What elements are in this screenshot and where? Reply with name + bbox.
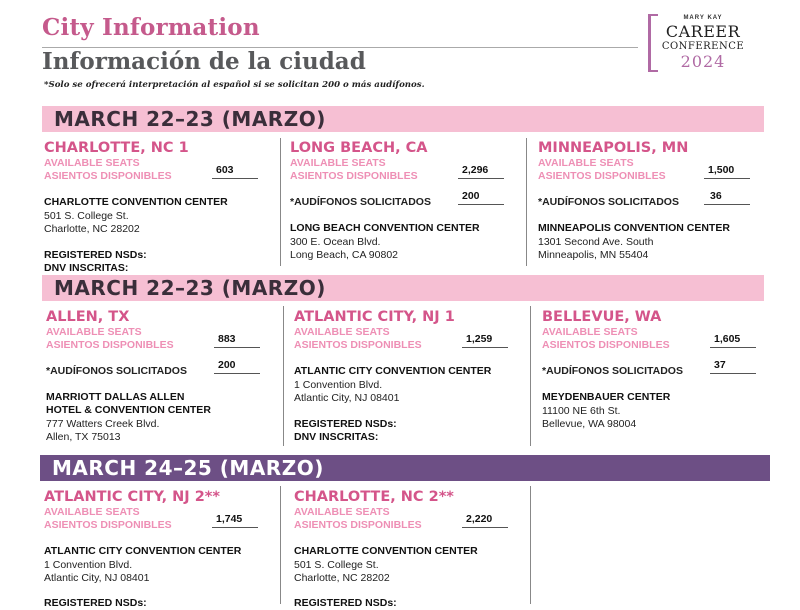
underline [214,347,260,348]
available-seats-label: AVAILABLE SEATS [294,326,390,338]
venue-name: MARRIOTT DALLAS ALLEN [46,391,185,403]
city-name: ATLANTIC CITY, NJ 2** [44,489,220,505]
audifonos-value: 37 [714,359,726,371]
page-title-en: City Information [42,14,260,41]
city-card [294,489,526,609]
address-line: Atlantic City, NJ 08401 [294,392,400,404]
address-line: 11100 NE 6th St. [542,405,621,417]
seats-value: 1,745 [216,513,243,525]
asientos-label: ASIENTOS DISPONIBLES [290,170,418,182]
city-name: CHARLOTTE, NC 2** [294,489,454,505]
career-conference-logo [648,14,758,72]
registered-label: REGISTERED NSDs: [44,249,147,261]
page-title-es: Información de la ciudad [42,48,366,75]
address-line: Charlotte, NC 28202 [44,223,140,235]
city-name: MINNEAPOLIS, MN [538,140,689,156]
audifonos-label: *AUDÍFONOS SOLICITADOS [290,196,431,208]
city-card [294,309,526,446]
asientos-label: ASIENTOS DISPONIBLES [44,170,172,182]
address-line: 1301 Second Ave. South [538,236,654,248]
asientos-label: ASIENTOS DISPONIBLES [294,339,422,351]
registered-label: REGISTERED NSDs: [44,597,147,609]
underline [462,527,508,528]
available-seats-label: AVAILABLE SEATS [290,157,386,169]
audifonos-label: *AUDÍFONOS SOLICITADOS [542,365,683,377]
address-line: 300 E. Ocean Blvd. [290,236,381,248]
venue-name: MEYDENBAUER CENTER [542,391,671,403]
city-card [46,309,276,446]
address-line: 501 S. College St. [44,210,129,222]
underline [458,178,504,179]
city-name: ALLEN, TX [46,309,130,325]
city-card [290,140,520,266]
logo-line2: CONFERENCE [661,41,745,52]
registered-label: REGISTERED NSDs: [294,418,397,430]
asientos-label: ASIENTOS DISPONIBLES [542,339,670,351]
seats-value: 1,259 [466,333,493,345]
underline [214,373,260,374]
venue-name: CHARLOTTE CONVENTION CENTER [294,545,478,557]
underline [212,178,258,179]
venue-name: ATLANTIC CITY CONVENTION CENTER [44,545,242,557]
underline [462,347,508,348]
address-line: Long Beach, CA 90802 [290,249,399,261]
city-name: CHARLOTTE, NC 1 [44,140,189,156]
city-name: LONG BEACH, CA [290,140,428,156]
seats-value: 1,500 [708,164,735,176]
address-line: Allen, TX 75013 [46,431,121,443]
city-name: BELLEVUE, WA [542,309,662,325]
city-card [542,309,767,446]
asientos-label: ASIENTOS DISPONIBLES [538,170,666,182]
registered-label: REGISTERED NSDs: [294,597,397,609]
column-divider [283,306,284,446]
seats-value: 603 [216,164,234,176]
address-line: 777 Watters Creek Blvd. [46,418,160,430]
address-line: Bellevue, WA 98004 [542,418,637,430]
column-divider [280,486,281,604]
city-card [44,489,274,609]
available-seats-label: AVAILABLE SEATS [44,157,140,169]
inscritas-label: DNV INSCRITAS: [294,431,379,443]
available-seats-label: AVAILABLE SEATS [542,326,638,338]
underline [212,527,258,528]
seats-value: 883 [218,333,236,345]
asientos-label: ASIENTOS DISPONIBLES [294,519,422,531]
audifonos-label: *AUDÍFONOS SOLICITADOS [538,196,679,208]
address-line: 501 S. College St. [294,559,379,571]
available-seats-label: AVAILABLE SEATS [294,506,390,518]
underline [710,373,756,374]
audifonos-value: 200 [218,359,236,371]
column-divider [280,138,281,266]
city-card [538,140,763,266]
address-line: 1 Convention Blvd. [294,379,383,391]
logo-brand: MARY KAY [683,15,723,21]
column-divider [526,138,527,266]
seats-value: 2,296 [462,164,489,176]
underline [458,204,504,205]
inscritas-label: DNV INSCRITAS: [44,262,129,274]
column-divider [530,486,531,604]
audifonos-value: 200 [462,190,480,202]
column-divider [530,306,531,446]
logo-line1: CAREER [665,22,741,41]
audifonos-value: 36 [710,190,722,202]
interpretation-note: *Solo se ofrecerá interpretación al español si se solicitan 200 o más audífonos. [44,80,425,90]
available-seats-label: AVAILABLE SEATS [46,326,142,338]
venue-name: MINNEAPOLIS CONVENTION CENTER [538,222,730,234]
venue-name: LONG BEACH CONVENTION CENTER [290,222,480,234]
available-seats-label: AVAILABLE SEATS [44,506,140,518]
underline [710,347,756,348]
asientos-label: ASIENTOS DISPONIBLES [44,519,172,531]
available-seats-label: AVAILABLE SEATS [538,157,634,169]
logo-year: 2024 [680,52,726,71]
seats-value: 2,220 [466,513,493,525]
audifonos-label: *AUDÍFONOS SOLICITADOS [46,365,187,377]
venue-name: ATLANTIC CITY CONVENTION CENTER [294,365,492,377]
section-heading: MARCH 24–25 (MARZO) [40,455,770,481]
underline [704,204,750,205]
section-heading: MARCH 22–23 (MARZO) [42,106,764,132]
underline [704,178,750,179]
venue-name: HOTEL & CONVENTION CENTER [46,404,211,416]
address-line: Atlantic City, NJ 08401 [44,572,150,584]
address-line: Minneapolis, MN 55404 [538,249,649,261]
seats-value: 1,605 [714,333,741,345]
city-card [44,140,274,274]
asientos-label: ASIENTOS DISPONIBLES [46,339,174,351]
address-line: 1 Convention Blvd. [44,559,133,571]
section-heading: MARCH 22–23 (MARZO) [42,275,764,301]
address-line: Charlotte, NC 28202 [294,572,390,584]
venue-name: CHARLOTTE CONVENTION CENTER [44,196,228,208]
city-name: ATLANTIC CITY, NJ 1 [294,309,455,325]
